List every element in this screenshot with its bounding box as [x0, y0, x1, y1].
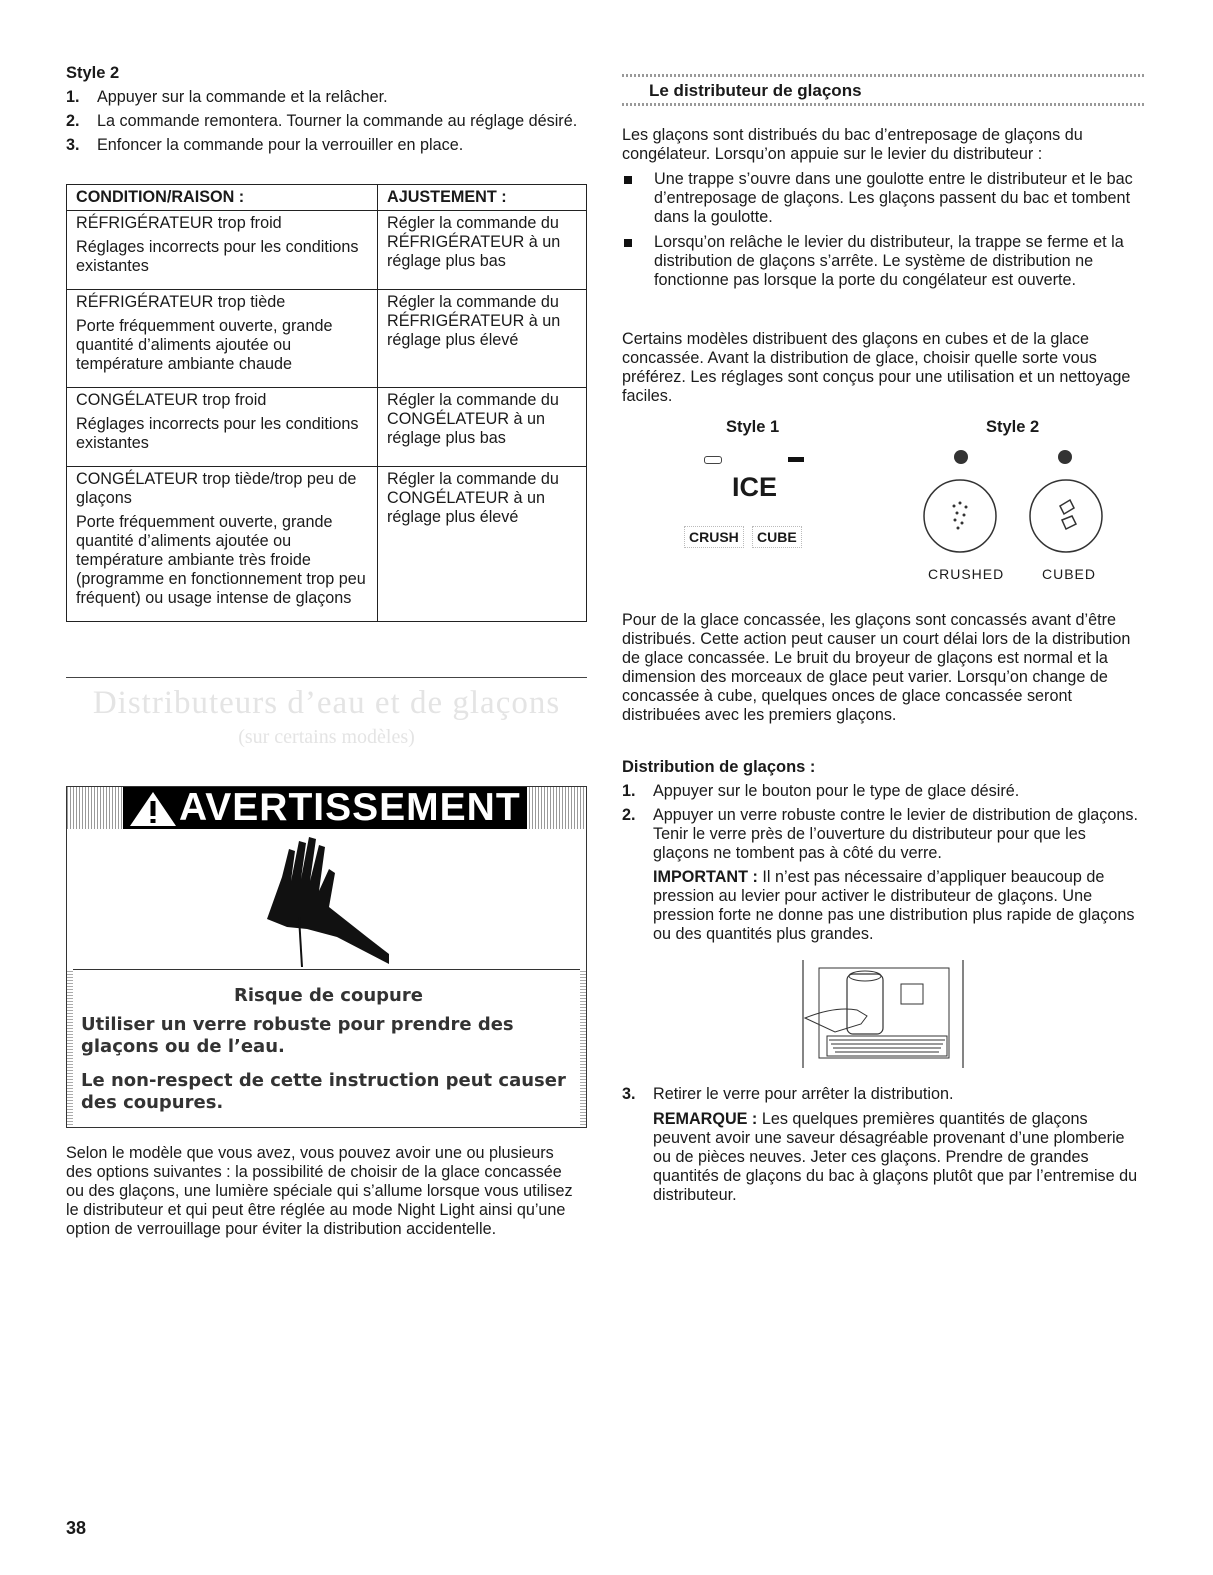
step-text: Appuyer sur le bouton pour le type de glace désiré.	[653, 782, 1020, 800]
crushed-paragraph: Pour de la glace concassée, les glaçons sont concassés avant d’être distribués. Cette action peut causer un court délai lors de la distribution de glace concassée. Le bruit du broyeur de glaçons est normal et la dimension des morceaux de glace peut varier. Lorsqu’on change de concassée à cube, quelques onces de glace concassée seront distribuées avec les premiers glaçons.	[622, 611, 1131, 724]
condition-title: CONGÉLATEUR trop tiède/trop peu de glaçons	[76, 470, 357, 507]
step-number: 1.	[66, 88, 80, 106]
crushed-selector-button	[920, 476, 1000, 556]
table-row	[67, 467, 587, 622]
warning-box	[66, 786, 587, 1128]
table-cell-adjustment: Régler la commande du CONGÉLATEUR à un réglage plus bas	[378, 388, 587, 467]
step-item	[622, 1085, 1146, 1205]
table-cell-adjustment: Régler la commande du RÉFRIGÉRATEUR à un réglage plus élevé	[378, 290, 587, 388]
dispenser-bullets	[622, 170, 1146, 296]
step-item	[66, 136, 588, 155]
ice-label: ICE	[732, 472, 778, 502]
warning-banner	[123, 787, 527, 829]
step-item	[66, 112, 588, 131]
important-note	[653, 868, 1146, 944]
ice-indicator-light-icon	[704, 456, 722, 464]
cubed-label: CUBED	[1042, 566, 1097, 582]
style1-label: Style 1	[726, 418, 780, 436]
cut-hazard-hand-icon	[67, 829, 586, 970]
step-number: 3.	[66, 136, 80, 154]
warning-banner-text: AVERTISSEMENT	[179, 786, 521, 829]
models-paragraph: Certains modèles distribuent des glaçons en cubes et de la glace concassée. Avant la distribution de glace, choisir quelle sorte vous préférez. Les réglages sont conçus pour une utilisation et un nettoyage faciles.	[622, 330, 1131, 405]
step-number: 2.	[66, 112, 80, 130]
condition-reason: Porte fréquemment ouverte, grande quantité d’aliments ajoutée ou température ambiante chaude	[76, 317, 333, 373]
table-row	[67, 290, 587, 388]
crushed-label: CRUSHED	[928, 566, 1005, 582]
step-text: Appuyer un verre robuste contre le levier de distribution de glaçons. Tenir le verre près de l’ouverture du distributeur pour que les glaçons ne tombent pas à côté du verre.	[653, 806, 1139, 862]
warning-side-pattern	[580, 969, 586, 1125]
bullet-square-icon	[624, 239, 632, 247]
step-text: Enfoncer la commande pour la verrouiller en place.	[97, 136, 464, 154]
section-title: Distributeurs d’eau et de glaçons	[92, 685, 561, 721]
step-text: Appuyer sur la commande et la relâcher.	[97, 88, 388, 106]
step-item	[622, 806, 1146, 944]
warning-body	[81, 985, 576, 1126]
condition-title: RÉFRIGÉRATEUR trop tiède	[76, 293, 286, 311]
step-number: 2.	[622, 806, 636, 824]
warning-triangle-icon	[129, 791, 177, 832]
remarque-note	[653, 1110, 1146, 1205]
warning-header	[67, 787, 586, 829]
list-item	[622, 170, 1146, 227]
condition-title: RÉFRIGÉRATEUR trop froid	[76, 214, 282, 232]
list-item	[622, 233, 1146, 290]
remarque-label: REMARQUE :	[653, 1110, 758, 1128]
important-text: Il n’est pas nécessaire d’appliquer beaucoup de pression au levier pour activer le distributeur de glaçons. Une pression forte ne donne pas une distribution plus rapide de glaçons ou des quantités plus grandes.	[653, 868, 1135, 943]
table-cell-condition	[67, 467, 378, 622]
style2-label: Style 2	[986, 418, 1040, 436]
page-number: 38	[66, 1518, 87, 1538]
table-header-adjustment: AJUSTEMENT :	[378, 185, 587, 211]
table-cell-condition	[67, 290, 378, 388]
dispenser-heading: Le distributeur de glaçons	[649, 81, 862, 100]
cubed-selector-button	[1026, 476, 1106, 556]
dispenser-intro: Les glaçons sont distribués du bac d’entreposage de glaçons du congélateur. Lorsqu’on appuie sur le levier du distributeur :	[622, 126, 1083, 163]
step-item	[66, 88, 588, 107]
options-paragraph: Selon le modèle que vous avez, vous pouvez avoir une ou plusieurs des options suivantes : la possibilité de choisir de la glace concassée ou des glaçons, une lumière spéciale qui s’allume lorsque vous utilisez le distributeur et qui peut être réglée au mode Night Light ainsi qu’une option de verrouillage pour éviter la distribution accidentelle.	[66, 1144, 573, 1238]
bullet-text: Une trappe s’ouvre dans une goulotte entre le distributeur et le bac d’entreposage de glaçons. Les glaçons passent du bac et tombent dans la goulotte.	[654, 170, 1133, 226]
style-controls-figure	[622, 416, 1146, 596]
section-subtitle: (sur certains modèles)	[238, 726, 415, 748]
step-number: 1.	[622, 782, 636, 800]
bullet-square-icon	[624, 176, 632, 184]
distribution-steps-continued	[622, 1085, 1146, 1210]
table-cell-adjustment: Régler la commande du CONGÉLATEUR à un réglage plus élevé	[378, 467, 587, 622]
table-cell-condition	[67, 211, 378, 290]
heading-rule-bottom	[622, 103, 1146, 106]
crush-button: CRUSH	[684, 526, 744, 548]
table-row	[67, 388, 587, 467]
step-text: Retirer le verre pour arrêter la distribution.	[653, 1085, 954, 1103]
warning-side-pattern	[67, 969, 73, 1125]
important-label: IMPORTANT :	[653, 868, 758, 886]
condition-table	[66, 184, 587, 622]
distribution-heading: Distribution de glaçons :	[622, 758, 816, 776]
warning-title: Risque de coupure	[234, 985, 423, 1006]
heading-rule-top	[622, 74, 1146, 77]
table-cell-adjustment: Régler la commande du RÉFRIGÉRATEUR à un réglage plus bas	[378, 211, 587, 290]
condition-reason: Réglages incorrects pour les conditions existantes	[76, 238, 359, 275]
section-divider	[66, 677, 587, 678]
crushed-indicator-icon	[954, 450, 968, 464]
warning-line: Le non-respect de cette instruction peut causer des coupures.	[81, 1070, 566, 1113]
table-header-row	[67, 185, 587, 211]
warning-line: Utiliser un verre robuste pour prendre des glaçons ou de l’eau.	[81, 1014, 514, 1057]
step-number: 3.	[622, 1085, 636, 1103]
cube-button: CUBE	[752, 526, 802, 548]
table-cell-condition	[67, 388, 378, 467]
ice-indicator-active-icon	[788, 457, 804, 462]
cubed-indicator-icon	[1058, 450, 1072, 464]
glass-dispenser-illustration	[795, 958, 975, 1070]
table-row	[67, 211, 587, 290]
style-steps	[66, 88, 588, 160]
step-item	[622, 782, 1146, 801]
bullet-text: Lorsqu’on relâche le levier du distributeur, la trappe se ferme et la distribution de glaçons s’arrête. Le système de distribution ne fonctionne pas lorsque la porte du congélateur est ouverte.	[654, 233, 1124, 289]
condition-reason: Porte fréquemment ouverte, grande quantité d’aliments ajoutée ou température ambiante très froide (programme en fonctionnement trop peu fréquent) ou usage intense de glaçons	[76, 513, 366, 607]
step-text: La commande remontera. Tourner la commande au réglage désiré.	[97, 112, 578, 130]
remarque-text: Les quelques premières quantités de glaçons peuvent avoir une saveur désagréable provenant d’une plomberie ou de pièces neuves. Jeter ces glaçons. Prendre de grandes quantités de glaçons du bac à glaçons plutôt que par l’entremise du distributeur.	[653, 1110, 1138, 1204]
condition-title: CONGÉLATEUR trop froid	[76, 391, 267, 409]
table-header-condition: CONDITION/RAISON :	[67, 185, 378, 211]
distribution-steps	[622, 782, 1146, 949]
style-heading: Style 2	[66, 64, 120, 82]
condition-reason: Réglages incorrects pour les conditions existantes	[76, 415, 359, 452]
